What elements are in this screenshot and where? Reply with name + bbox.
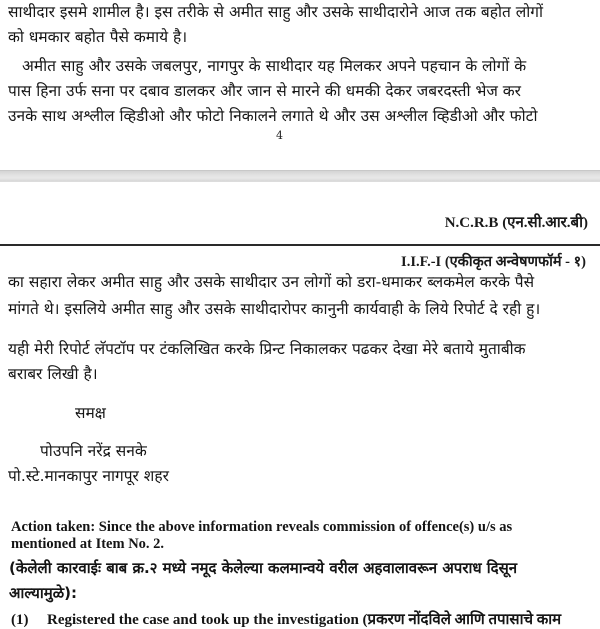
action-taken-line: mentioned at Item No. 2. (11, 536, 165, 552)
item-number: (1) (11, 612, 29, 628)
action-item-1 (11, 609, 561, 629)
closing-text-line: यही मेरी रिपोर्ट लॅपटॉप पर टंकलिखित करके प्रिन्ट निकालकर पढकर देखा मेरे बताये मुताबीक (8, 340, 526, 358)
signature-presence: समक्ष (75, 404, 106, 422)
action-taken-english (11, 519, 512, 553)
action-taken-marathi-line: आल्यामुळे): (9, 584, 77, 602)
signature-station: पो.स्टे.मानकापुर नागपूर शहर (8, 467, 169, 485)
header-divider (0, 244, 600, 246)
document-page-4 (0, 0, 600, 170)
body-text-line: पास हिना उर्फ सना पर दबाव डालकर और जान से मारने की धमकी देकर जबरदस्ती भेज कर (8, 82, 522, 100)
page-separator (0, 170, 600, 182)
closing-text-line: बराबर लिखी है। (8, 365, 98, 383)
form-title: I.I.F.-I (एकीकृत अन्वेषणफॉर्म - १) (401, 254, 586, 270)
action-taken-marathi (9, 556, 517, 606)
page-number: 4 (276, 129, 283, 142)
ncrb-header: N.C.R.B (एन.सी.आर.बी) (444, 215, 588, 231)
body-text-line: मांगते थे। इसलिये अमीत साहु और उसके साथीदारोपर कानुनी कार्यवाही के लिये रिपोर्ट दे रही हु। (8, 300, 541, 318)
body-text-line: साथीदार इसमे शामील है। इस तरीके से अमीत साहु और उसके साथीदारोने आज तक बहोत लोगों (8, 3, 544, 21)
body-text-line: को धमकार बहोत पैसे कमाये है। (8, 28, 188, 46)
body-text-line: अमीत साहु और उसके जबलपुर, नागपुर के साथीदार यह मिलकर अपने पहचान के लोगों के (22, 57, 527, 75)
action-taken-marathi-line: (केलेली कारवाईः बाब क्र.२ मध्ये नमूद केलेल्या कलमान्वये वरील अहवालावरून अपराध दिसून (9, 559, 518, 577)
item-text: Registered the case and took up the investigation (प्रकरण नोंदविले आणि तपासाचे काम (47, 612, 562, 628)
body-text-line: उनके साथ अश्लील व्हिडीओ और फोटो निकालने लगाते थे और उस अश्लील व्हिडीओ और फोटो (8, 107, 538, 125)
action-taken-line: Action taken: Since the above information reveals commission of offence(s) u/s as (11, 519, 513, 535)
signature-officer: पोउपनि नरेंद्र सनके (40, 442, 147, 460)
body-text-line: का सहारा लेकर अमीत साहु और उसके साथीदार उन लोगों को डरा-धमाकर ब्लकमेल करके पैसे (8, 273, 535, 291)
